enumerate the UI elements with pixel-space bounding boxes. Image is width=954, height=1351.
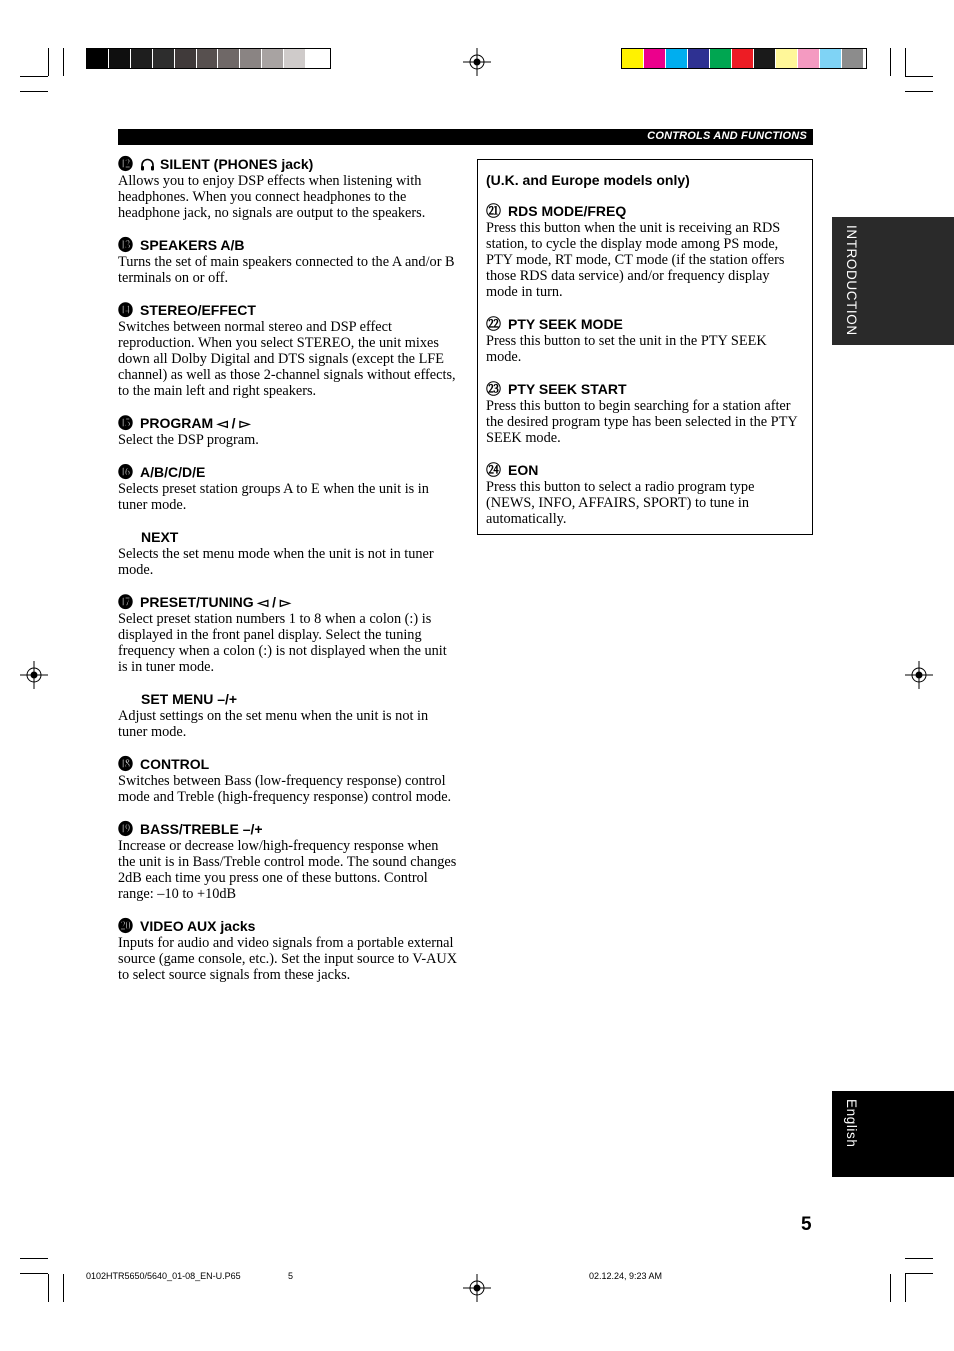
number-badge: ㉑ <box>486 203 502 220</box>
number-badge: ㉒ <box>486 316 502 333</box>
control-section <box>118 821 458 902</box>
control-section <box>118 529 458 578</box>
color-swatch <box>666 49 687 68</box>
control-description: Select the DSP program. <box>118 432 259 448</box>
crop-mark <box>48 1274 49 1302</box>
crop-mark <box>905 76 933 77</box>
number-badge: ⓭ <box>118 237 134 254</box>
number-badge: ⓴ <box>118 918 134 935</box>
section-header-title: CONTROLS AND FUNCTIONS <box>647 130 807 142</box>
control-title: PTY SEEK MODE <box>508 316 623 332</box>
control-description: Press this button when the unit is receiving an RDS station, to cycle the display mode among PS mode, PTY mode, RT mode, CT mode (if the station offers those RDS data service) and/or frequency display mode in turn. <box>486 220 785 300</box>
color-swatch <box>798 49 819 68</box>
left-column <box>118 156 458 999</box>
color-swatch <box>284 49 305 68</box>
control-description: Press this button to begin searching for a station after the desired program type has been selected in the PTY SEEK mode. <box>486 398 798 446</box>
control-title: PTY SEEK START <box>508 381 627 397</box>
color-swatch <box>131 49 152 68</box>
number-badge: ⓯ <box>118 415 134 432</box>
box-title: (U.K. and Europe models only) <box>486 172 690 188</box>
color-swatch <box>622 49 643 68</box>
crop-mark <box>63 48 64 76</box>
number-badge: ⓲ <box>118 756 134 773</box>
registration-target-icon <box>463 1274 491 1302</box>
control-heading <box>486 316 804 333</box>
crop-mark <box>20 1273 48 1274</box>
control-description: Select preset station numbers 1 to 8 when a colon (:) is displayed in the front panel display. Select the tuning frequency when a colon (:) is not displayed when the unit is in tuner mode. <box>118 611 447 675</box>
control-heading <box>118 415 458 432</box>
crop-mark <box>890 48 891 76</box>
control-title: SPEAKERS A/B <box>140 237 245 253</box>
uk-europe-box <box>477 159 813 535</box>
color-swatch <box>732 49 753 68</box>
number-badge: ⓳ <box>118 821 134 838</box>
control-section <box>486 203 804 300</box>
color-swatch <box>754 49 775 68</box>
control-description: Press this button to set the unit in the PTY SEEK mode. <box>486 333 767 365</box>
color-swatch <box>688 49 709 68</box>
control-heading <box>118 918 458 935</box>
color-swatch <box>240 49 261 68</box>
control-section <box>486 316 804 365</box>
color-swatch <box>153 49 174 68</box>
control-heading <box>118 821 458 838</box>
control-section <box>118 594 458 675</box>
control-description: Allows you to enjoy DSP effects when listening with headphones. When you connect headphones to the headphone jack, no signals are output to the speakers. <box>118 173 426 221</box>
control-description: Switches between Bass (low-frequency response) control mode and Treble (high-frequency response) control mode. <box>118 773 452 805</box>
crop-mark <box>20 76 48 77</box>
control-section <box>118 918 458 983</box>
color-swatch <box>842 49 863 68</box>
control-title: NEXT <box>141 529 179 545</box>
control-title: SILENT (PHONES jack) <box>160 156 314 172</box>
control-section <box>118 237 458 286</box>
side-tab-label: INTRODUCTION <box>844 225 859 336</box>
crop-mark <box>890 1274 891 1302</box>
crop-mark <box>905 1273 933 1274</box>
control-title: BASS/TREBLE –/+ <box>140 821 263 837</box>
control-title: SET MENU –/+ <box>141 691 238 707</box>
grayscale-bar <box>86 48 331 69</box>
control-section <box>118 464 458 513</box>
control-section <box>118 302 458 399</box>
control-heading <box>118 756 458 773</box>
control-description: Increase or decrease low/high-frequency response when the unit is in Bass/Treble control mode. The sound changes 2dB each time you press one of these buttons. Control range: –10 to +10dB <box>118 838 457 902</box>
number-badge: ⓮ <box>118 302 134 319</box>
color-swatch <box>175 49 196 68</box>
crop-mark <box>905 1274 906 1302</box>
control-description: Press this button to select a radio program type (NEWS, INFO, AFFAIRS, SPORT) to tune in automatically. <box>486 479 755 527</box>
side-tab-label: English <box>844 1099 859 1148</box>
number-badge: ⓱ <box>118 594 134 611</box>
color-bar <box>621 48 867 69</box>
number-badge: ⓬ <box>118 156 134 173</box>
control-heading <box>118 529 458 546</box>
control-title: RDS MODE/FREQ <box>508 203 627 219</box>
side-tab-introduction <box>832 217 954 345</box>
color-swatch <box>87 49 108 68</box>
color-swatch <box>306 49 327 68</box>
control-heading <box>486 381 804 398</box>
number-badge: ⓰ <box>118 464 134 481</box>
control-heading <box>118 464 458 481</box>
control-heading <box>118 302 458 319</box>
control-heading <box>486 462 804 479</box>
control-title: VIDEO AUX jacks <box>140 918 256 934</box>
footer-page: 5 <box>288 1271 294 1281</box>
control-description: Switches between normal stereo and DSP effect reproduction. When you select STEREO, the unit mixes down all Dolby Digital and DTS signals (except the LFE channel) as well as those 2-channel signals without effects, to the main left and right speakers. <box>118 319 456 399</box>
control-heading <box>118 156 458 173</box>
control-section <box>118 415 458 448</box>
control-title: A/B/C/D/E <box>140 464 206 480</box>
color-swatch <box>820 49 841 68</box>
color-swatch <box>710 49 731 68</box>
side-tab-language <box>832 1091 954 1177</box>
control-title: PROGRAM ◅ / ▻ <box>140 415 251 431</box>
color-swatch <box>218 49 239 68</box>
crop-mark <box>905 48 906 76</box>
crop-mark <box>48 48 49 76</box>
control-description: Selects preset station groups A to E when the unit is in tuner mode. <box>118 481 429 513</box>
control-section <box>118 156 458 221</box>
color-swatch <box>644 49 665 68</box>
headphones-icon <box>140 158 160 171</box>
footer-datetime: 02.12.24, 9:23 AM <box>589 1271 663 1281</box>
registration-target-icon <box>463 48 491 76</box>
control-heading <box>118 691 458 708</box>
color-swatch <box>776 49 797 68</box>
control-section <box>118 756 458 805</box>
control-title: EON <box>508 462 539 478</box>
registration-target-icon <box>20 661 48 689</box>
color-swatch <box>197 49 218 68</box>
control-description: Inputs for audio and video signals from a portable external source (game console, etc.). Set the input source to V-AUX to select source signals from these jacks. <box>118 935 458 983</box>
color-swatch <box>262 49 283 68</box>
control-title: STEREO/EFFECT <box>140 302 256 318</box>
number-badge: ㉓ <box>486 381 502 398</box>
control-description: Selects the set menu mode when the unit is not in tuner mode. <box>118 546 434 578</box>
control-description: Turns the set of main speakers connected to the A and/or B terminals on or off. <box>118 254 455 286</box>
control-section <box>118 691 458 740</box>
section-header-bar <box>118 129 813 145</box>
control-description: Adjust settings on the set menu when the unit is not in tuner mode. <box>118 708 429 740</box>
number-badge: ㉔ <box>486 462 502 479</box>
control-title: CONTROL <box>140 756 210 772</box>
control-section <box>486 462 804 527</box>
footer-file: 0102HTR5650/5640_01-08_EN-U.P65 <box>86 1271 241 1281</box>
control-heading <box>118 237 458 254</box>
control-heading <box>486 203 804 220</box>
crop-mark <box>905 1258 933 1259</box>
crop-mark <box>63 1274 64 1302</box>
crop-mark <box>20 1258 48 1259</box>
control-section <box>486 381 804 446</box>
crop-mark <box>905 91 933 92</box>
page-number: 5 <box>801 1214 812 1235</box>
registration-target-icon <box>905 661 933 689</box>
color-swatch <box>109 49 130 68</box>
box-sections <box>486 203 804 527</box>
control-title: PRESET/TUNING ◅ / ▻ <box>140 594 291 610</box>
control-heading <box>118 594 458 611</box>
crop-mark <box>20 91 48 92</box>
